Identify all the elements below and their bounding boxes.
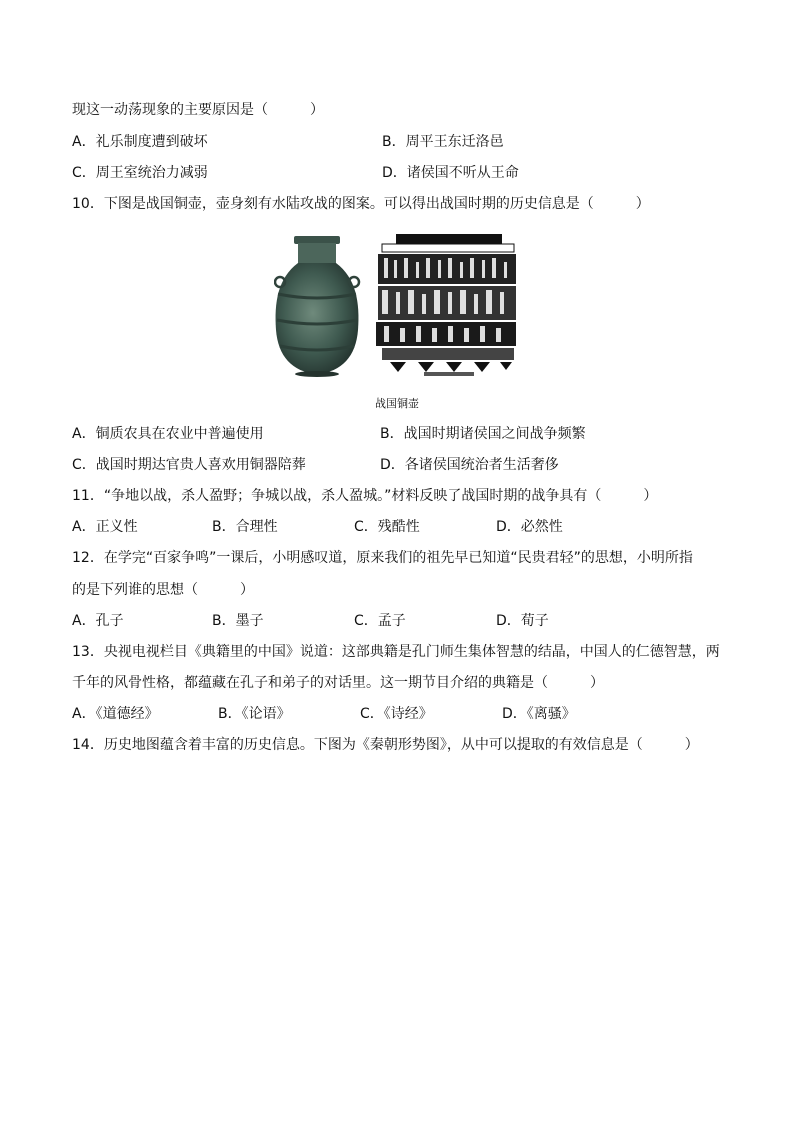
q12-stem-line2: 的是下列谁的思想（ ） [72,582,254,598]
engraving-pattern-image [376,234,516,376]
q9-option-c: C．周王室统治力减弱 [72,165,208,181]
q10-option-d: D．各诸侯国统治者生活奢侈 [380,457,559,473]
q14-stem: 14．历史地图蕴含着丰富的历史信息。下图为《秦朝形势图》，从中可以提取的有效信息是（ ） [72,737,699,753]
figure-caption: 战国铜壶 [375,397,419,410]
q9-stem: 现这一动荡现象的主要原因是（ ） [72,102,324,118]
q11-option-d: D．必然性 [496,519,563,535]
q11-option-a: A．正义性 [72,519,138,535]
q12-option-b: B．墨子 [212,613,264,629]
q13-option-c: C．《诗经》 [360,706,433,722]
q11-option-c: C．残酷性 [354,519,420,535]
q13-option-b: B．《论语》 [218,706,291,722]
q9-option-b: B．周平王东迁洛邑 [382,134,504,150]
q10-option-b: B．战国时期诸侯国之间战争频繁 [380,426,586,442]
q9-option-d: D．诸侯国不听从王命 [382,165,519,181]
q13-option-a: A．《道德经》 [72,706,159,722]
q13-stem-line2: 千年的风骨性格，都蕴藏在孔子和弟子的对话里。这一期节目介绍的典籍是（ ） [72,675,604,691]
q13-option-d: D．《离骚》 [502,706,576,722]
q12-stem-line1: 12．在学完“百家争鸣”一课后，小明感叹道，原来我们的祖先早已知道“民贵君轻”的思想，小明所指 [72,550,693,566]
q12-option-d: D．荀子 [496,613,549,629]
q11-stem: 11．“争地以战，杀人盈野；争城以战，杀人盈城。”材料反映了战国时期的战争具有（ ） [72,488,658,504]
bronze-pot-figure [274,232,522,378]
q10-stem: 10．下图是战国铜壶，壶身刻有水陆攻战的图案。可以得出战国时期的历史信息是（ ） [72,196,650,212]
q9-option-a: A．礼乐制度遭到破坏 [72,134,208,150]
q10-option-c: C．战国时期达官贵人喜欢用铜器陪葬 [72,457,306,473]
bronze-pot-image [275,236,359,377]
q11-option-b: B．合理性 [212,519,278,535]
q12-option-a: A．孔子 [72,613,124,629]
q10-option-a: A．铜质农具在农业中普遍使用 [72,426,264,442]
q12-option-c: C．孟子 [354,613,406,629]
q13-stem-line1: 13．央视电视栏目《典籍里的中国》说道：这部典籍是孔门师生集体智慧的结晶，中国人的仁德智慧，两 [72,644,720,660]
